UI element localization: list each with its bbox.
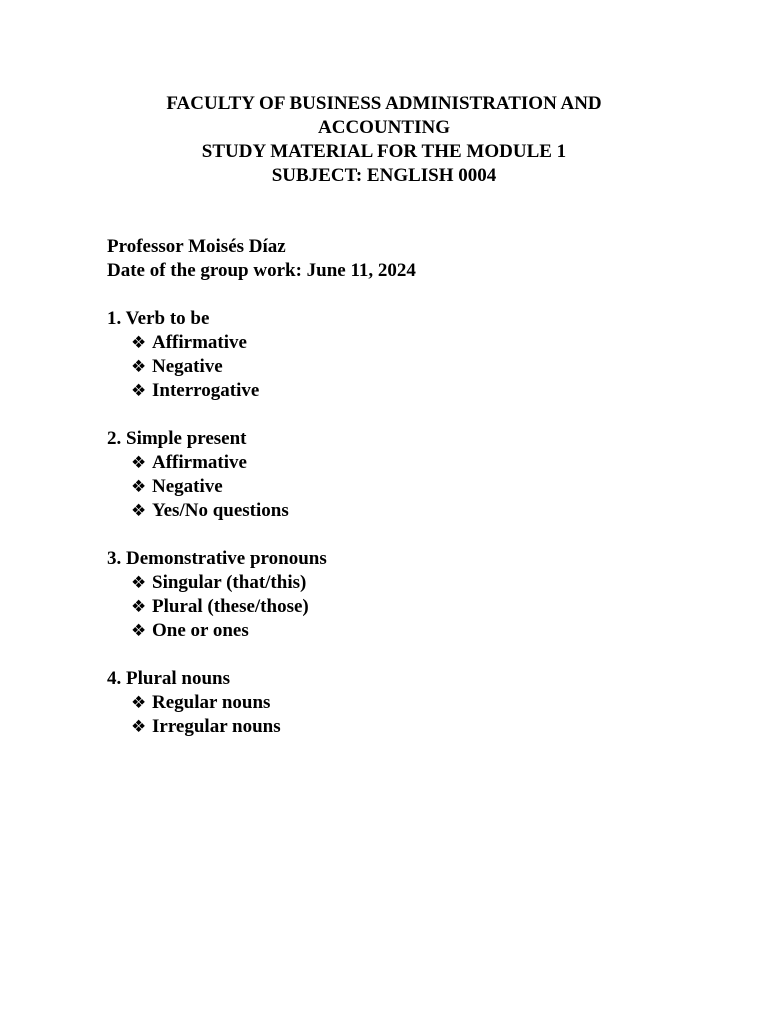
list-item xyxy=(131,619,327,643)
header-line-study-material: STUDY MATERIAL FOR THE MODULE 1 xyxy=(201,141,567,162)
list-item xyxy=(131,715,327,739)
section-title: 3. Demonstrative pronouns xyxy=(107,548,327,569)
list-item-label: Plural (these/those) xyxy=(152,596,309,617)
section-plural-nouns xyxy=(107,667,327,739)
diamond-bullet-icon: ❖ xyxy=(131,621,147,641)
header-line-subject: SUBJECT: ENGLISH 0004 xyxy=(271,165,497,186)
section-title: 4. Plural nouns xyxy=(107,668,231,689)
list-item-label: Irregular nouns xyxy=(152,716,281,737)
list-item xyxy=(131,691,327,715)
diamond-bullet-icon: ❖ xyxy=(131,357,147,377)
list-item xyxy=(131,379,327,403)
professor-name: Professor Moisés Díaz xyxy=(107,236,286,257)
bullet-list xyxy=(107,571,327,643)
document-meta xyxy=(107,235,416,283)
diamond-bullet-icon: ❖ xyxy=(131,501,147,521)
diamond-bullet-icon: ❖ xyxy=(131,381,147,401)
section-verb-to-be xyxy=(107,307,327,403)
diamond-bullet-icon: ❖ xyxy=(131,453,147,473)
document-header xyxy=(0,92,768,188)
list-item-label: Singular (that/this) xyxy=(152,572,307,593)
list-item-label: Regular nouns xyxy=(152,692,271,713)
bullet-list xyxy=(107,451,327,523)
bullet-list xyxy=(107,331,327,403)
list-item xyxy=(131,571,327,595)
header-line-accounting: ACCOUNTING xyxy=(318,117,450,138)
list-item-label: One or ones xyxy=(152,620,249,641)
diamond-bullet-icon: ❖ xyxy=(131,717,147,737)
list-item-label: Affirmative xyxy=(152,332,247,353)
diamond-bullet-icon: ❖ xyxy=(131,573,147,593)
list-item xyxy=(131,595,327,619)
list-item-label: Interrogative xyxy=(152,380,260,401)
diamond-bullet-icon: ❖ xyxy=(131,597,147,617)
diamond-bullet-icon: ❖ xyxy=(131,477,147,497)
list-item-label: Negative xyxy=(152,356,223,377)
section-title: 1. Verb to be xyxy=(107,308,210,329)
topic-outline xyxy=(107,307,327,763)
list-item xyxy=(131,475,327,499)
list-item-label: Affirmative xyxy=(152,452,247,473)
list-item xyxy=(131,499,327,523)
diamond-bullet-icon: ❖ xyxy=(131,693,147,713)
list-item xyxy=(131,331,327,355)
section-demonstrative-pronouns xyxy=(107,547,327,643)
section-title: 2. Simple present xyxy=(107,428,247,449)
bullet-list xyxy=(107,691,327,739)
list-item-label: Negative xyxy=(152,476,223,497)
list-item xyxy=(131,451,327,475)
group-work-date: Date of the group work: June 11, 2024 xyxy=(107,260,416,281)
header-line-faculty: FACULTY OF BUSINESS ADMINISTRATION AND xyxy=(166,93,602,114)
section-simple-present xyxy=(107,427,327,523)
list-item-label: Yes/No questions xyxy=(152,500,289,521)
diamond-bullet-icon: ❖ xyxy=(131,333,147,353)
list-item xyxy=(131,355,327,379)
